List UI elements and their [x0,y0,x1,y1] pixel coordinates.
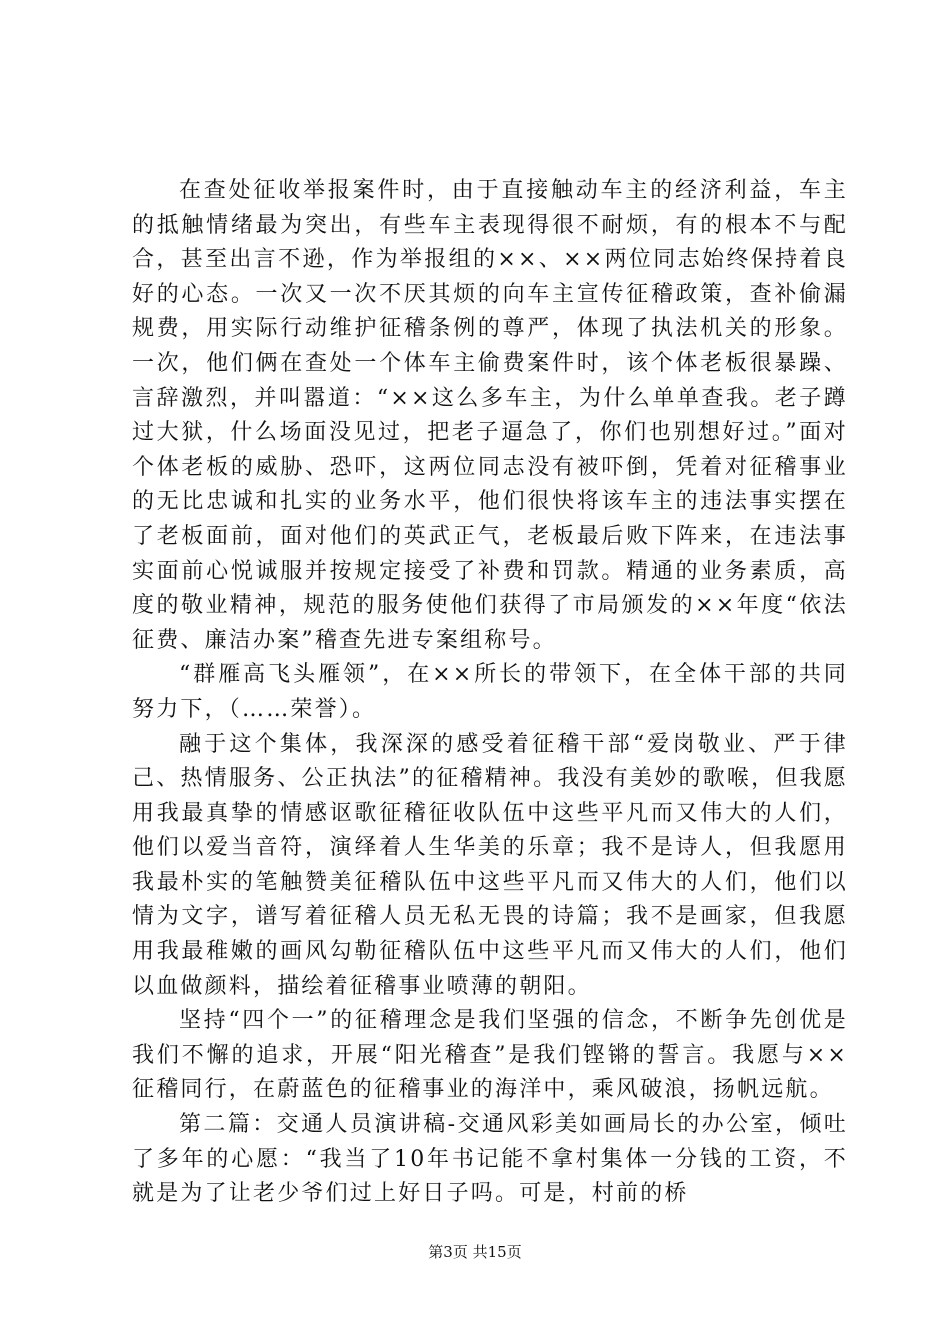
paragraph-4: 坚持“四个一”的征稽理念是我们坚强的信念，不断争先创优是我们不懈的追求，开展“阳光稽查”是我们铿锵的誓言。我愿与××征稽同行，在蔚蓝色的征稽事业的海洋中，乘风破浪，扬帆远航。 [132,1008,848,1103]
page-number-footer: 第3页 共15页 [428,1243,522,1261]
paragraph-2: “群雁高飞头雁领”，在××所长的带领下，在全体干部的共同努力下，（……荣誉）。 [132,662,848,722]
paragraph-5: 第二篇：交通人员演讲稿-交通风彩美如画局长的办公室，倾吐了多年的心愿：“我当了10年书记能不拿村集体一分钱的工资，不就是为了让老少爷们过上好日子吗。可是，村前的桥 [132,1112,848,1207]
paragraph-3: 融于这个集体，我深深的感受着征稽干部“爱岗敬业、严于律己、热情服务、公正执法”的征稽精神。我没有美妙的歌喉，但我愿用我最真挚的情感讴歌征稽征收队伍中这些平凡而又伟大的人们，他们以爱当音符，演绎着人生华美的乐章；我不是诗人，但我愿用我最朴实的笔触赞美征稽队伍中这些平凡而又伟大的人们，他们以情为文字，谱写着征稽人员无私无畏的诗篇；我不是画家，但我愿用我最稚嫩的画风勾勒征稽队伍中这些平凡而又伟大的人们，他们以血做颜料，描绘着征稽事业喷薄的朝阳。 [132,731,848,999]
paragraph-1: 在查处征收举报案件时，由于直接触动车主的经济利益，车主的抵触情绪最为突出，有些车主表现得很不耐烦，有的根本不与配合，甚至出言不逊，作为举报组的××、××两位同志始终保持着良好的心态。一次又一次不厌其烦的向车主宣传征稽政策，查补偷漏规费，用实际行动维护征稽条例的尊严，体现了执法机关的形象。一次，他们俩在查处一个体车主偷费案件时，该个体老板很暴躁、言辞激烈，并叫嚣道：“××这么多车主，为什么单单查我。老子蹲过大狱，什么场面没见过，把老子逼急了，你们也别想好过。”面对个体老板的威胁、恐吓，这两位同志没有被吓倒，凭着对征稽事业的无比忠诚和扎实的业务水平，他们很快将该车主的违法事实摆在了老板面前，面对他们的英武正气，老板最后败下阵来，在违法事实面前心悦诚服并按规定接受了补费和罚款。精通的业务素质，高度的敬业精神，规范的服务使他们获得了市局颁发的××年度“依法征费、廉洁办案”稽查先进专案组称号。 [132,178,848,653]
document-body [132,174,848,1212]
